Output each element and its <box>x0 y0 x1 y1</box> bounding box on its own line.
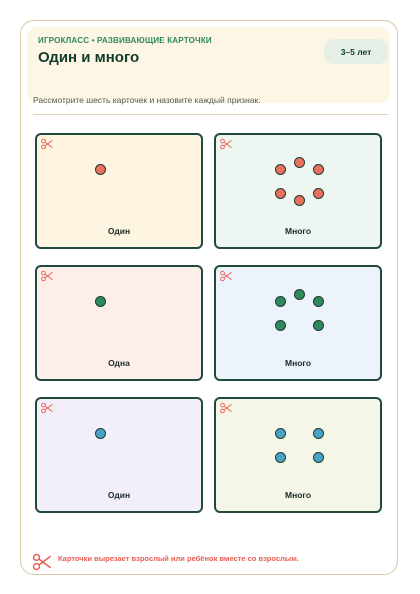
dot <box>275 320 286 331</box>
scissors-icon <box>40 137 54 151</box>
footer <box>31 551 391 575</box>
dot <box>275 188 286 199</box>
dot <box>275 296 286 307</box>
dot <box>313 320 324 331</box>
page-title: Один и много <box>38 49 140 66</box>
scissors-icon <box>31 551 53 573</box>
age-badge: 3–5 лет <box>324 39 388 64</box>
dot <box>275 164 286 175</box>
card-one-blue <box>35 397 203 513</box>
dot <box>313 188 324 199</box>
card-caption: Много <box>284 490 312 500</box>
dot <box>95 296 106 307</box>
dot <box>313 296 324 307</box>
dot <box>275 452 286 463</box>
dot <box>95 428 106 439</box>
card-caption: Одна <box>108 358 130 368</box>
card-many-orange <box>214 133 382 249</box>
scissors-icon <box>219 269 233 283</box>
scissors-icon <box>219 137 233 151</box>
card-caption: Один <box>107 226 131 236</box>
header-banner <box>27 27 390 103</box>
scissors-icon <box>219 401 233 415</box>
dot <box>95 164 106 175</box>
scissors-icon <box>40 401 54 415</box>
dot <box>294 289 305 300</box>
dot <box>313 164 324 175</box>
card-one-orange <box>35 133 203 249</box>
card-one-green <box>35 265 203 381</box>
instruction-text: Рассмотрите шесть карточек и назовите каждый признак. <box>33 95 261 105</box>
card-many-blue <box>214 397 382 513</box>
card-caption: Много <box>284 226 312 236</box>
footer-note: Карточки вырезает взрослый или ребёнок вместе со взрослым. <box>58 554 299 563</box>
dot <box>294 195 305 206</box>
scissors-icon <box>40 269 54 283</box>
dot <box>313 428 324 439</box>
divider <box>33 114 388 115</box>
dot <box>294 157 305 168</box>
card-many-green <box>214 265 382 381</box>
dot <box>275 428 286 439</box>
brand-label: ИГРОКЛАСС • РАЗВИВАЮЩИЕ КАРТОЧКИ <box>38 36 212 45</box>
dot <box>313 452 324 463</box>
card-caption: Один <box>107 490 131 500</box>
card-caption: Много <box>284 358 312 368</box>
worksheet <box>20 20 398 575</box>
